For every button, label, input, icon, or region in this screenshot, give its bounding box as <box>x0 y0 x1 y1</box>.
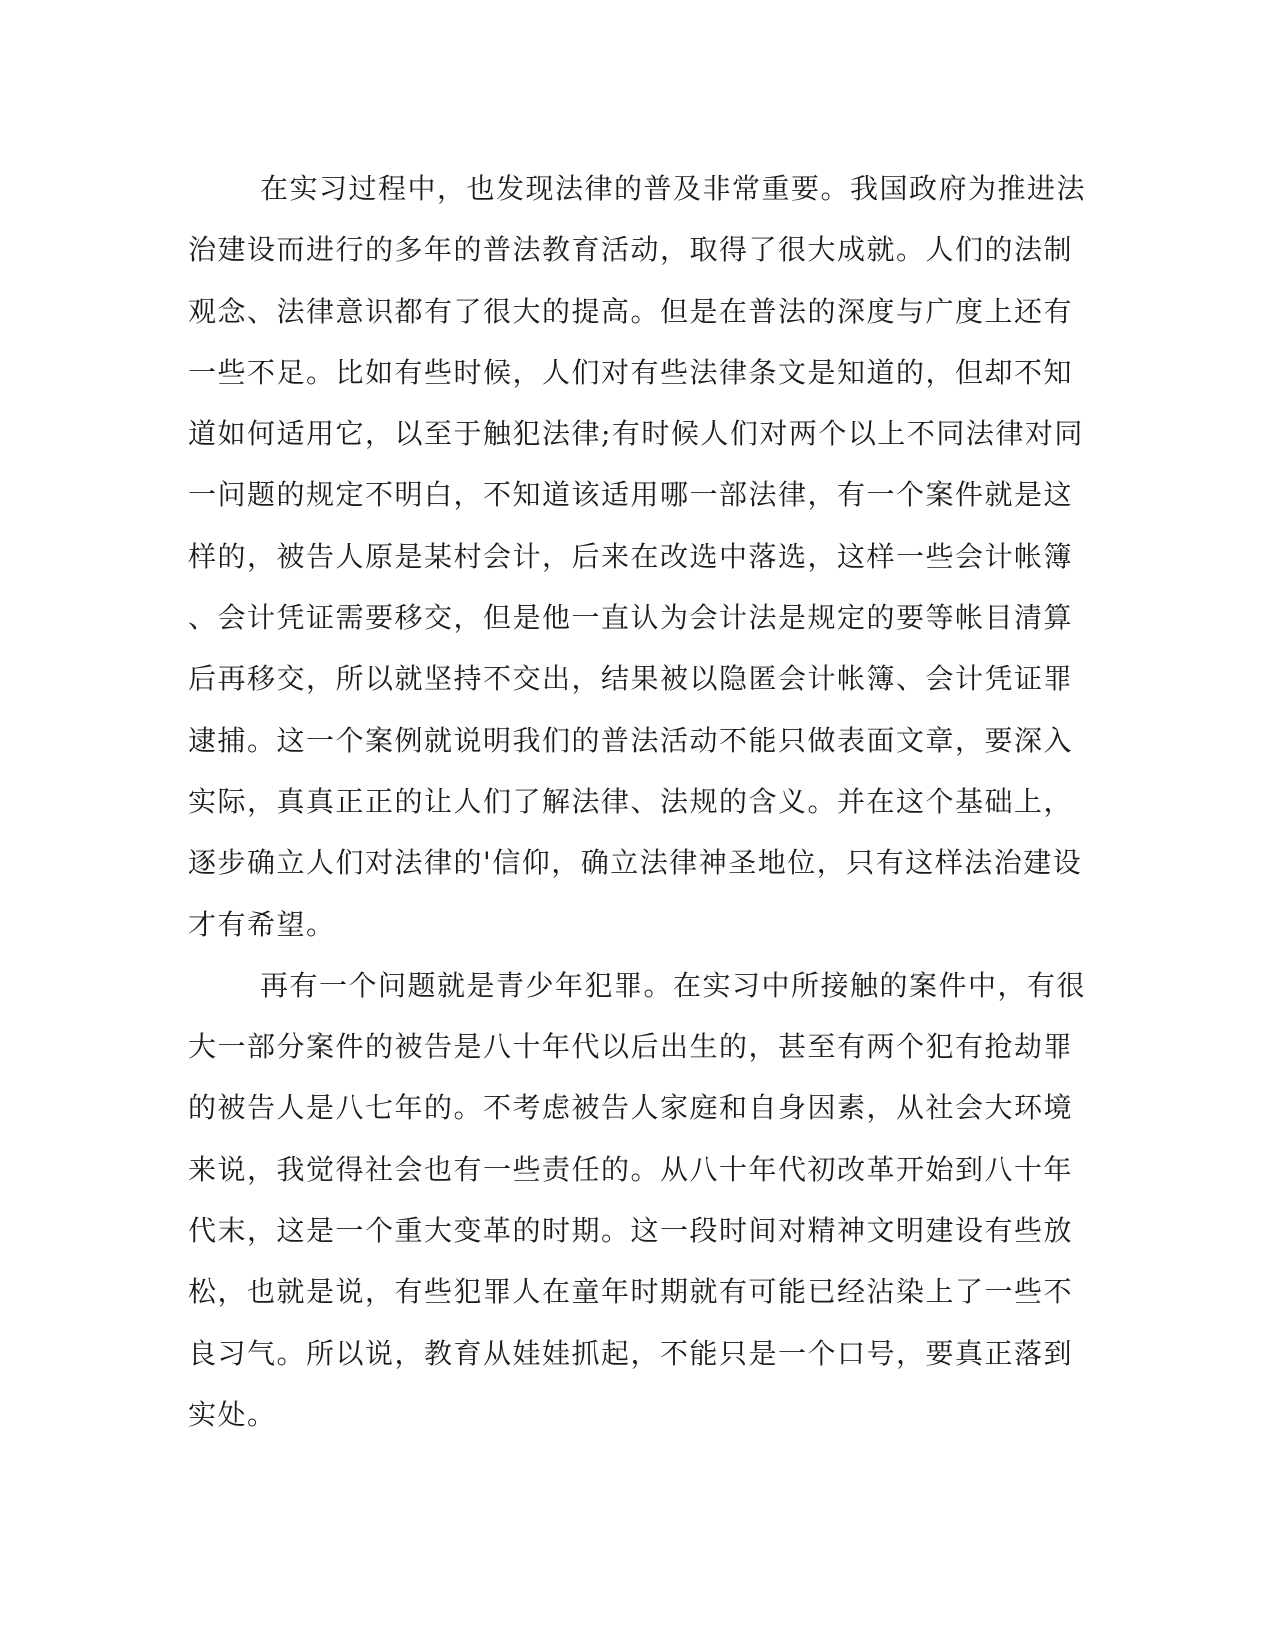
text-line: 观念、法律意识都有了很大的提高。但是在普法的深度与广度上还有 <box>188 294 1074 328</box>
paragraph <box>188 955 1087 1445</box>
text-line: 后再移交，所以就坚持不交出，结果被以隐匿会计帐簿、会计凭证罪 <box>188 662 1074 696</box>
text-line: 道如何适用它，以至于触犯法律;有时候人们对两个以上不同法律对同 <box>188 417 1084 451</box>
text-line: 样的，被告人原是某村会计，后来在改选中落选，这样一些会计帐簿 <box>188 539 1074 573</box>
text-line: 的被告人是八七年的。不考虑被告人家庭和自身因素，从社会大环境 <box>188 1091 1074 1125</box>
text-line: 实处。 <box>188 1397 277 1431</box>
text-line: 松，也就是说，有些犯罪人在童年时期就有可能已经沾染上了一些不 <box>188 1275 1074 1309</box>
text-line: 一些不足。比如有些时候，人们对有些法律条文是知道的，但却不知 <box>188 355 1074 389</box>
text-line: 一问题的规定不明白，不知道该适用哪一部法律，有一个案件就是这 <box>188 478 1074 512</box>
text-line: 治建设而进行的多年的普法教育活动，取得了很大成就。人们的法制 <box>188 233 1074 267</box>
text-line: 代末，这是一个重大变革的时期。这一段时间对精神文明建设有些放 <box>188 1214 1074 1248</box>
text-line: 大一部分案件的被告是八十年代以后出生的，甚至有两个犯有抢劫罪 <box>188 1030 1074 1064</box>
text-line: 、会计凭证需要移交，但是他一直认为会计法是规定的要等帐目清算 <box>188 601 1074 635</box>
paragraph <box>188 158 1087 955</box>
text-line: 再有一个问题就是青少年犯罪。在实习中所接触的案件中，有很 <box>260 968 1087 1002</box>
text-line: 实际，真真正正的让人们了解法律、法规的含义。并在这个基础上， <box>188 784 1074 818</box>
text-line: 在实习过程中，也发现法律的普及非常重要。我国政府为推进法 <box>260 172 1087 205</box>
text-line: 来说，我觉得社会也有一些责任的。从八十年代初改革开始到八十年 <box>188 1152 1074 1186</box>
text-line: 逐步确立人们对法律的'信仰，确立法律神圣地位，只有这样法治建设 <box>188 846 1083 880</box>
text-line: 逮捕。这一个案例就说明我们的普法活动不能只做表面文章，要深入 <box>188 723 1074 757</box>
document-body <box>188 158 1087 1445</box>
text-line: 才有希望。 <box>188 907 336 941</box>
text-line: 良习气。所以说，教育从娃娃抓起，不能只是一个口号，要真正落到 <box>188 1336 1074 1370</box>
